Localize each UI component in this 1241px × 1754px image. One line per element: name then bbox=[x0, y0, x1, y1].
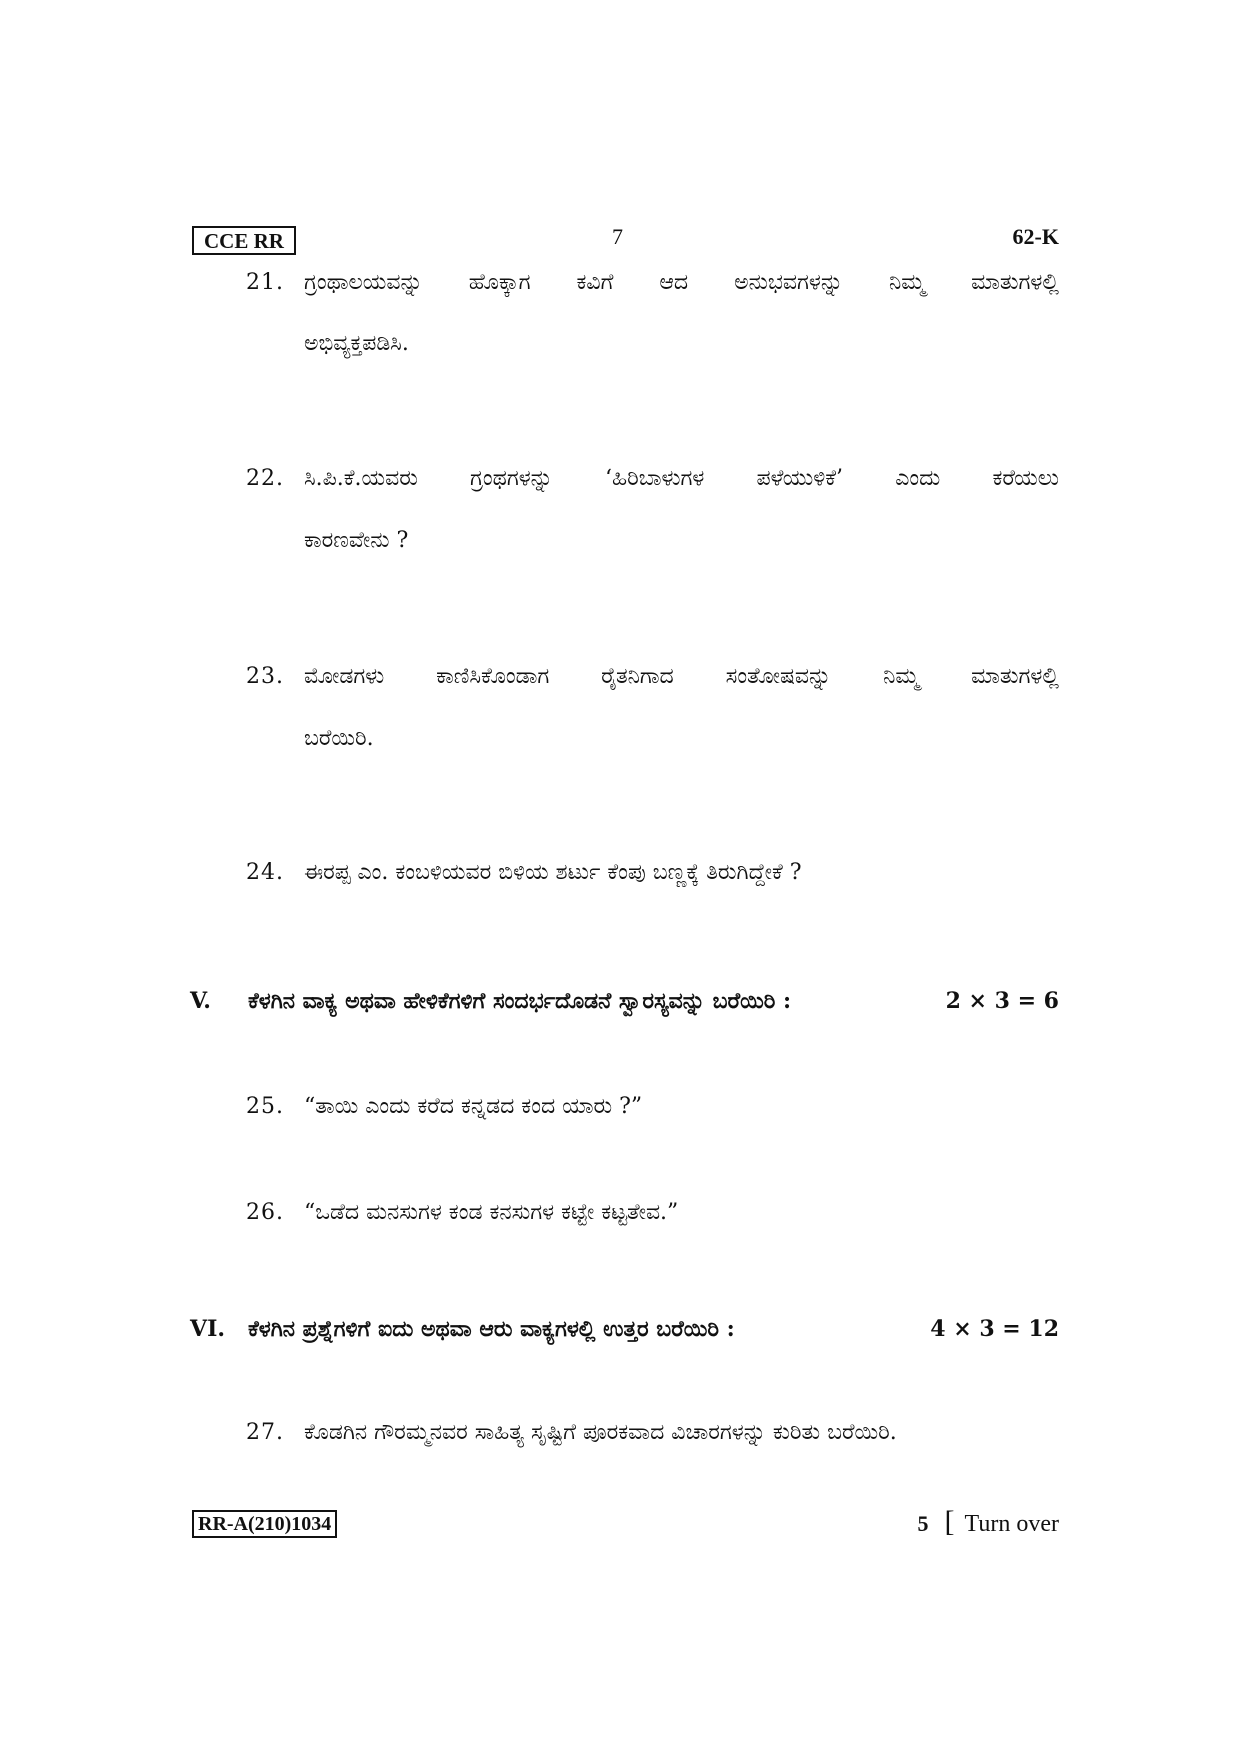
series-code: CCE RR bbox=[204, 229, 284, 253]
turn-over-footer bbox=[918, 1505, 1059, 1539]
section-marks: 4 × 3 = 12 bbox=[930, 1316, 1059, 1342]
series-code-box bbox=[192, 226, 296, 255]
question-text-cont: ಬರೆಯಿರಿ. bbox=[304, 726, 374, 751]
paper-code: 62-K bbox=[1012, 224, 1059, 249]
sheet-number: 5 bbox=[917, 1511, 929, 1536]
question-text: ಗ್ರಂಥಾಲಯವನ್ನು ಹೊಕ್ಕಾಗ ಕವಿಗೆ ಆದ ಅನುಭವಗಳನ್ನು ನಿಮ್ಮ ಮಾತುಗಳಲ್ಲಿ bbox=[304, 270, 1059, 295]
section-instruction: ಕೆಳಗಿನ ವಾಕ್ಯ ಅಥವಾ ಹೇಳಿಕೆಗಳಿಗೆ ಸಂದರ್ಭದೊಡನೆ ಸ್ವಾರಸ್ಯವನ್ನು ಬರೆಯಿರಿ : bbox=[248, 988, 792, 1014]
question-number: 27. bbox=[246, 1420, 284, 1445]
section-instruction: ಕೆಳಗಿನ ಪ್ರಶ್ನೆಗಳಿಗೆ ಐದು ಅಥವಾ ಆರು ವಾಕ್ಯಗಳಲ್ಲಿ ಉತ್ತರ ಬರೆಯಿರಿ : bbox=[248, 1316, 735, 1342]
question-text-cont: ಅಭಿವ್ಯಕ್ತಪಡಿಸಿ. bbox=[304, 331, 409, 356]
turn-over-label: Turn over bbox=[964, 1511, 1059, 1537]
question-number: 26. bbox=[246, 1200, 284, 1225]
section-marks: 2 × 3 = 6 bbox=[945, 988, 1059, 1014]
question-number: 24. bbox=[246, 860, 284, 885]
question-text: ಈರಪ್ಪ ಎಂ. ಕಂಬಳಿಯವರ ಬಿಳಿಯ ಶರ್ಟು ಕೆಂಪು ಬಣ್ಣಕ್ಕೆ ತಿರುಗಿದ್ದೇಕೆ ? bbox=[304, 860, 802, 885]
question-number: 21. bbox=[246, 270, 284, 295]
question-text: ಸಿ.ಪಿ.ಕೆ.ಯವರು ಗ್ರಂಥಗಳನ್ನು ‘ಹಿರಿಬಾಳುಗಳ ಪಳೆಯುಳಿಕೆ’ ಎಂದು ಕರೆಯಲು bbox=[304, 466, 1059, 491]
question-number: 23. bbox=[246, 664, 284, 689]
section-numeral: V. bbox=[190, 988, 211, 1014]
question-number: 25. bbox=[246, 1094, 284, 1119]
question-text: ಕೊಡಗಿನ ಗೌರಮ್ಮನವರ ಸಾಹಿತ್ಯ ಸೃಷ್ಟಿಗೆ ಪೂರಕವಾದ ವಿಚಾರಗಳನ್ನು ಕುರಿತು ಬರೆಯಿರಿ. bbox=[304, 1420, 897, 1445]
booklet-code: RR-A(210)1034 bbox=[198, 1513, 332, 1535]
booklet-code-box bbox=[192, 1510, 337, 1538]
question-text: ಮೋಡಗಳು ಕಾಣಿಸಿಕೊಂಡಾಗ ರೈತನಿಗಾದ ಸಂತೋಷವನ್ನು ನಿಮ್ಮ ಮಾತುಗಳಲ್ಲಿ bbox=[304, 664, 1059, 689]
page-number: 7 bbox=[612, 224, 623, 249]
question-text-cont: ಕಾರಣವೇನು ? bbox=[304, 528, 409, 553]
question-text: “ತಾಯಿ ಎಂದು ಕರೆದ ಕನ್ನಡದ ಕಂದ ಯಾರು ?” bbox=[304, 1094, 643, 1119]
question-text: “ಒಡೆದ ಮನಸುಗಳ ಕಂಡ ಕನಸುಗಳ ಕಟ್ಟೇ ಕಟ್ಟತೇವ.” bbox=[304, 1200, 679, 1225]
question-number: 22. bbox=[246, 466, 284, 491]
section-numeral: VI. bbox=[190, 1316, 226, 1342]
bracket-mark: [ bbox=[944, 1505, 955, 1538]
